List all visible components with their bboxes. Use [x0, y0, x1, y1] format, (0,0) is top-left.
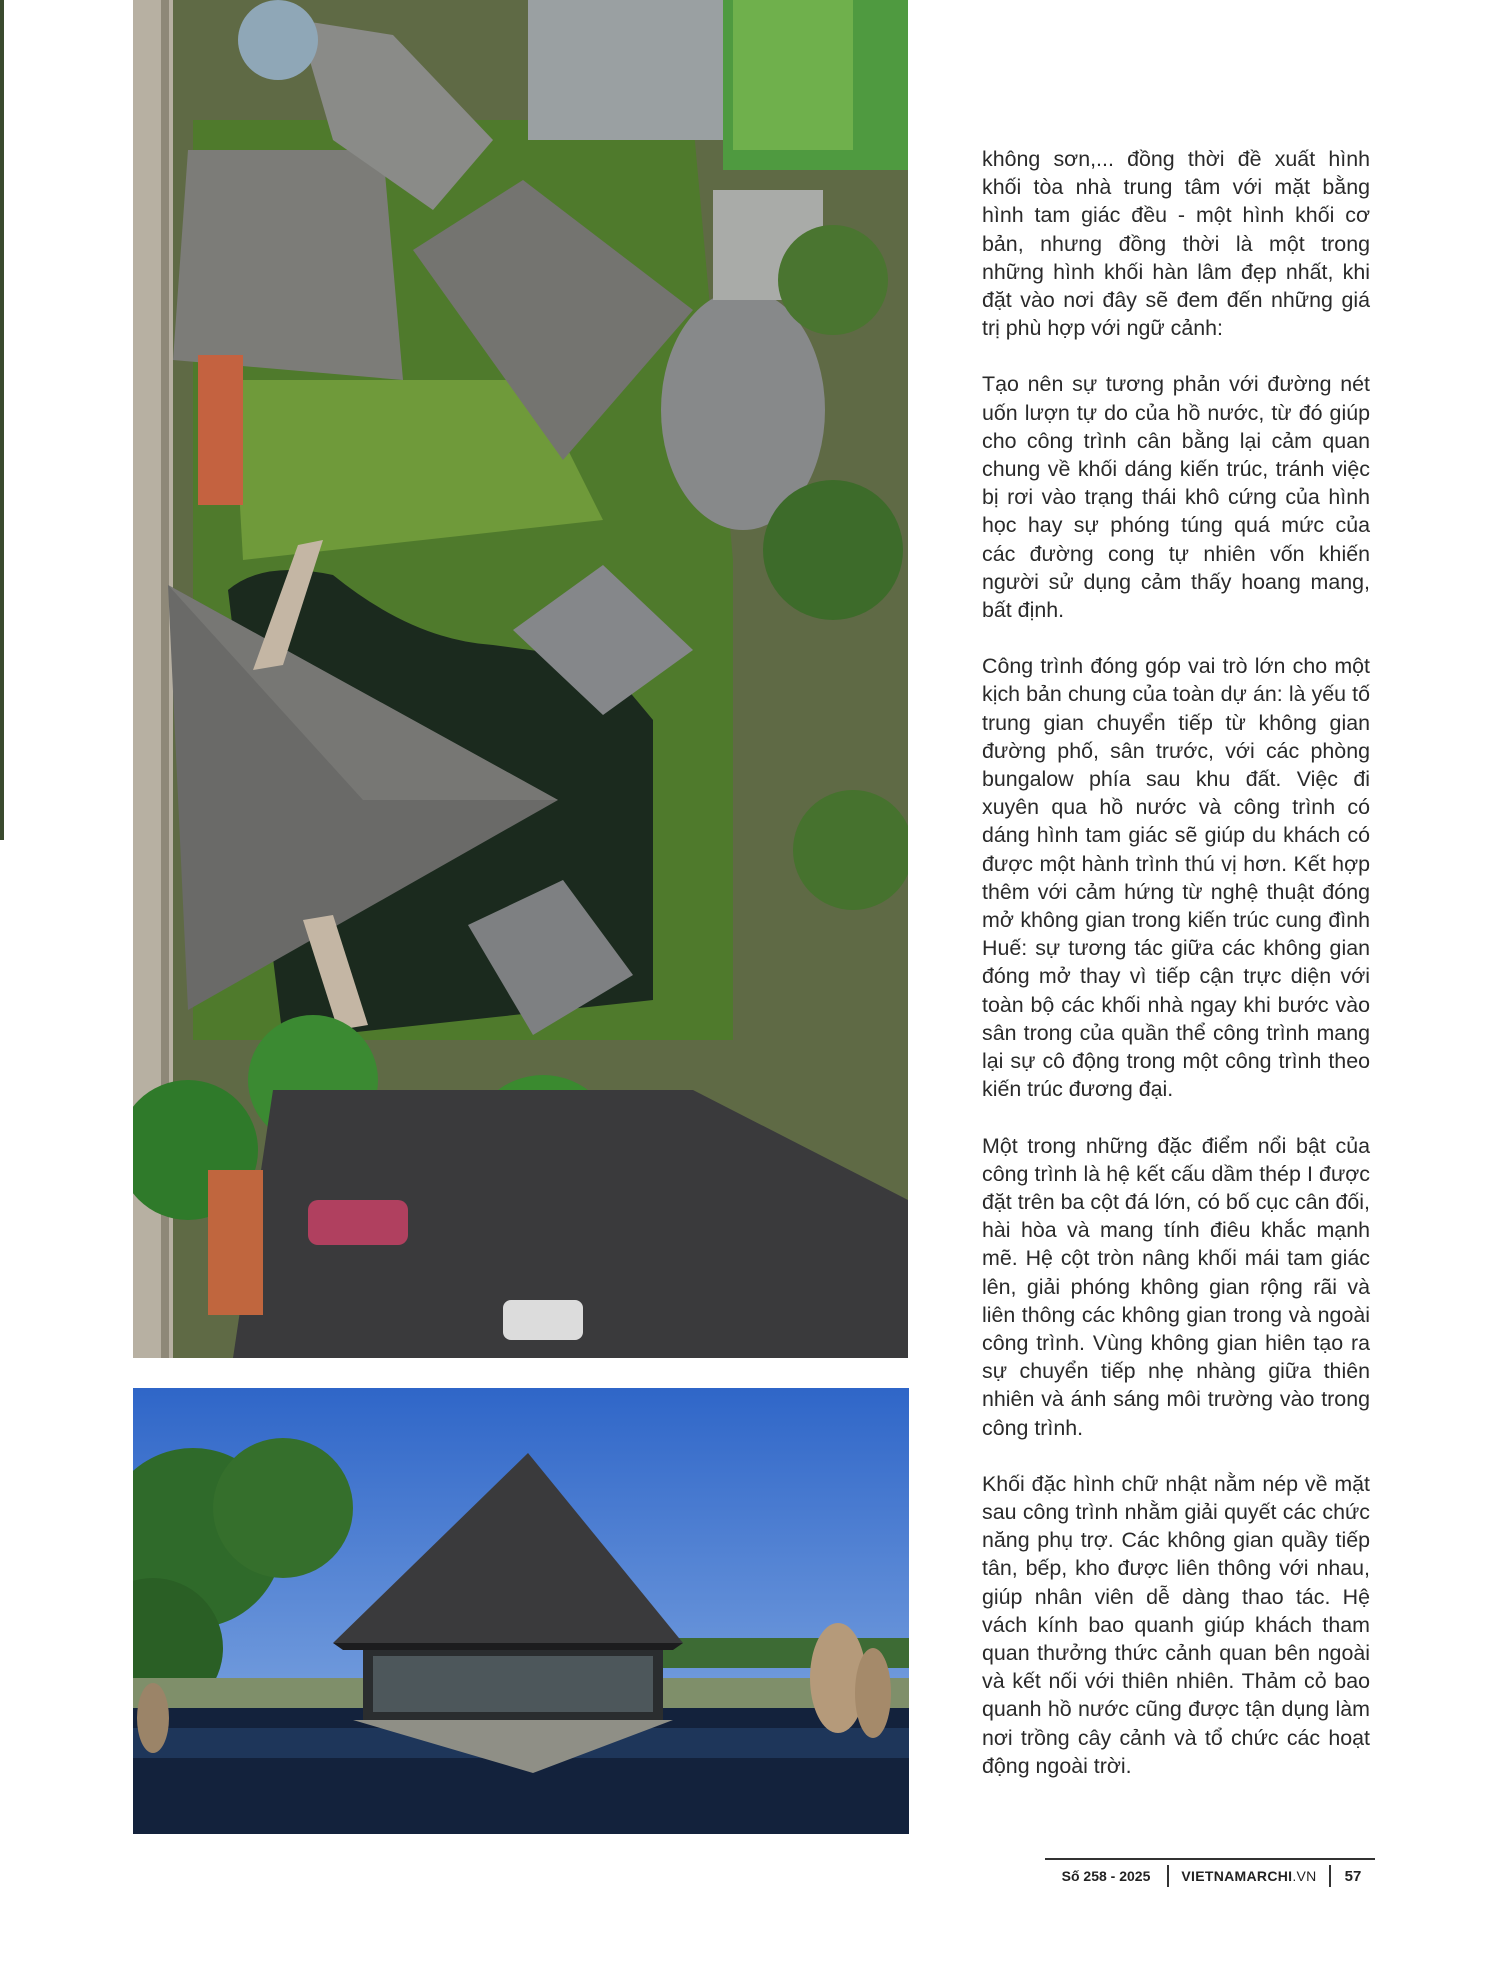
article-paragraph-5: Khối đặc hình chữ nhật nằm nép về mặt sau công trình nhằm giải quyết các chức năng phụ trợ. Các không gian quầy tiếp tân, bếp, kho được liên thông với nhau, giúp nhân viên dễ dàng thao tác. Hệ vách kính bao quanh giúp khách tham quan thưởng thức cảnh quan bên ngoài và kết nối với thiên nhiên. Thảm cỏ bao quanh hồ nước cũng được tận dụng làm nơi trồng cây cảnh và tổ chức các hoạt động ngoài trời.	[982, 1471, 1370, 1778]
issue-number: Số 258 - 2025	[1061, 1868, 1151, 1884]
pavilion-pond-photo	[133, 1388, 909, 1834]
page-edge-strip	[0, 0, 4, 840]
magazine-site	[1169, 1868, 1329, 1884]
footer-rule	[1045, 1858, 1375, 1860]
page-footer	[1045, 1864, 1375, 1888]
article-paragraph-3: Công trình đóng góp vai trò lớn cho một kịch bản chung của toàn dự án: là yếu tố trung gian chuyển tiếp từ không gian đường phố, sân trước, với các phòng bungalow phía sau khu đất. Việc đi xuyên qua hồ nước và công trình có dáng hình tam giác sẽ giúp du khách có được một hành trình thú vị hơn. Kết hợp thêm với cảm hứng từ nghệ thuật đóng mở không gian trong kiến trúc cung đình Huế: sự tương tác giữa các không gian đóng mở thay vì tiếp cận trực diện với toàn bộ các khối nhà ngay khi bước vào sân trong của quần thể công trình mang lại sự cô động trong một công trình theo kiến trúc đương đại.	[982, 654, 1370, 1102]
aerial-illustration	[133, 0, 908, 1358]
article-paragraph-2: Tạo nên sự tương phản với đường nét uốn lượn tự do của hồ nước, từ đó giúp cho công trình cân bằng lại cảm quan chung về khối dáng kiến trúc, tránh việc bị rơi vào trạng thái khô cứng của hình học hay sự phóng túng quá mức của các đường cong tự nhiên vốn khiến người sử dụng cảm thấy hoang mang, bất định.	[982, 372, 1370, 623]
pavilion-illustration	[133, 1388, 909, 1834]
page-number: 57	[1344, 1867, 1362, 1885]
article-paragraph-4: Một trong những đặc điểm nổi bật của công trình là hệ kết cấu dầm thép I được đặt trên ba cột đá lớn, có bố cục cân đối, hài hòa và mang tính điêu khắc mạnh mẽ. Hệ cột tròn nâng khối mái tam giác lên, giải phóng không gian rộng rãi và liên thông các không gian trong và ngoài công trình. Vùng không gian hiên tạo ra sự chuyển tiếp nhẹ nhàng giữa thiên nhiên và ánh sáng môi trường vào trong công trình.	[982, 1133, 1370, 1440]
article-text-column	[982, 145, 1370, 1808]
site-name-bold: VIETNAMARCHI	[1181, 1868, 1293, 1884]
aerial-site-photo	[133, 0, 908, 1358]
article-paragraph-1: không sơn,... đồng thời đề xuất hình khối tòa nhà trung tâm với mặt bằng hình tam giác đều - một hình khối cơ bản, nhưng đồng thời là một trong những hình khối hàn lâm đẹp nhất, khi đặt vào nơi đây sẽ đem đến những giá trị phù hợp với ngữ cảnh:	[982, 147, 1370, 341]
site-name-domain: .VN	[1292, 1868, 1317, 1884]
